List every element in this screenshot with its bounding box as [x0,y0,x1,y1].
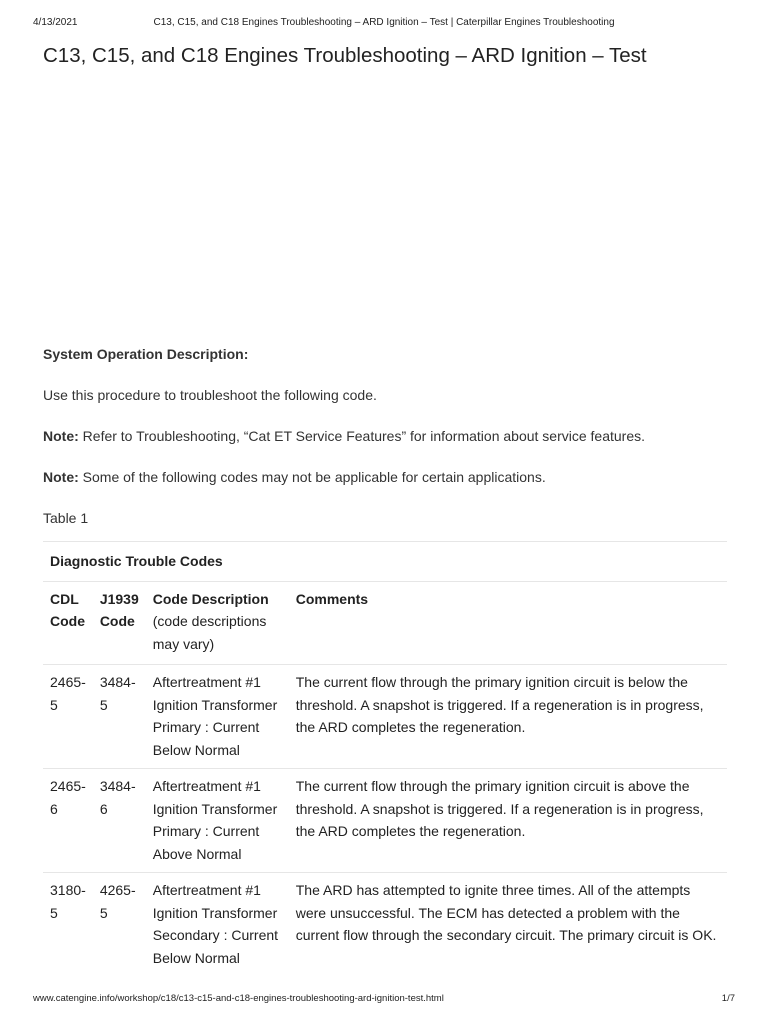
cell-description: Aftertreatment #1 Ignition Transformer Primary : Current Below Normal [146,665,289,769]
table-header-row [43,581,727,665]
page-number: 1/7 [721,993,735,1004]
article-content [43,343,727,976]
cell-comments: The current flow through the primary ignition circuit is below the threshold. A snapshot is triggered. If a regeneration is in progress, the ARD completes the regeneration. [289,665,727,769]
cell-comments: The ARD has attempted to ignite three times. All of the attempts were unsuccessful. The ECM has detected a problem with the current flow through the secondary circuit. The primary circuit is OK. [289,873,727,977]
cell-cdl-code: 2465-6 [43,769,93,873]
header-description-label: Code Description [152,590,269,607]
header-j1939-code: J1939 Code [93,581,146,665]
note-applicability [43,466,727,488]
note-label: Note: [43,469,79,485]
table-row [43,769,727,873]
table-title-row [43,542,727,582]
table-title: Diagnostic Trouble Codes [43,542,727,582]
cell-j1939-code: 3484-6 [93,769,146,873]
cell-cdl-code: 2465-5 [43,665,93,769]
page-title: C13, C15, and C18 Engines Troubleshooting – ARD Ignition – Test [43,44,647,67]
header-comments: Comments [289,581,727,665]
table-caption: Table 1 [43,510,89,526]
cell-j1939-code: 4265-5 [93,873,146,977]
page-url: www.catengine.info/workshop/c18/c13-c15-and-c18-engines-troubleshooting-ard-ignition-test.html [33,993,444,1004]
header-code-description [146,581,289,665]
cell-comments: The current flow through the primary ignition circuit is above the threshold. A snapshot is triggered. If a regeneration is in progress, the ARD completes the regeneration. [289,769,727,873]
header-description-note: (code descriptions may vary) [152,613,267,652]
note-service-features [43,425,727,447]
print-date: 4/13/2021 [33,17,78,28]
cell-description: Aftertreatment #1 Ignition Transformer Secondary : Current Below Normal [146,873,289,977]
cell-description: Aftertreatment #1 Ignition Transformer Primary : Current Above Normal [146,769,289,873]
intro-paragraph: Use this procedure to troubleshoot the following code. [43,387,377,403]
print-document-title: C13, C15, and C18 Engines Troubleshooting – ARD Ignition – Test | Caterpillar Engines Troubleshooting [153,17,615,28]
print-footer [33,993,735,1007]
diagnostic-trouble-codes-table [43,541,727,976]
table-row [43,873,727,977]
cell-cdl-code: 3180-5 [43,873,93,977]
section-heading: System Operation Description: [43,346,249,362]
print-header [33,17,735,31]
header-cdl-code: CDL Code [43,581,93,665]
note-text: Refer to Troubleshooting, “Cat ET Service Features” for information about service features. [78,428,646,444]
note-text: Some of the following codes may not be applicable for certain applications. [78,469,546,485]
note-label: Note: [43,428,79,444]
table-row [43,665,727,769]
cell-j1939-code: 3484-5 [93,665,146,769]
